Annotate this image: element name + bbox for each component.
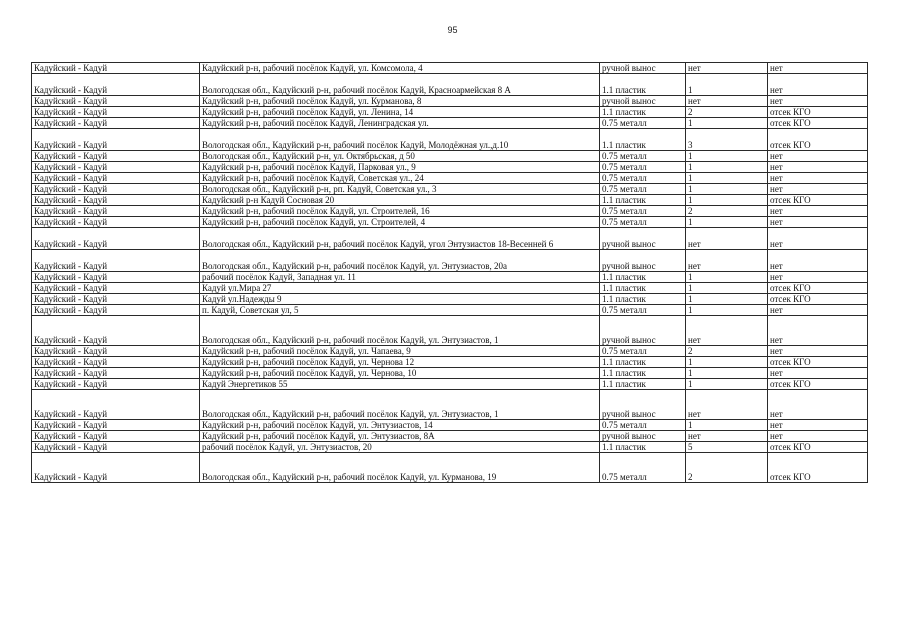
count-cell: 1 [686, 173, 768, 184]
table-body [32, 63, 868, 483]
kgo-cell: нет [768, 162, 868, 173]
container-cell: 0.75 металл [600, 305, 686, 316]
address-cell: Кадуйский р-н, рабочий посёлок Кадуй, Парковая ул., 9 [200, 162, 600, 173]
count-cell: 1 [686, 357, 768, 368]
table-row [32, 107, 868, 118]
district-cell: Кадуйский - Кадуй [32, 151, 200, 162]
count-cell: 1 [686, 272, 768, 283]
count-cell: нет [686, 390, 768, 420]
container-cell: 0.75 металл [600, 162, 686, 173]
count-cell: 2 [686, 453, 768, 483]
table-row [32, 195, 868, 206]
district-cell: Кадуйский - Кадуй [32, 195, 200, 206]
table-row [32, 129, 868, 151]
container-cell: 1.1 пластик [600, 107, 686, 118]
district-cell: Кадуйский - Кадуй [32, 379, 200, 390]
count-cell: нет [686, 96, 768, 107]
address-cell: Кадуйский р-н, рабочий посёлок Кадуй, ул. Энтузиастов, 8А [200, 431, 600, 442]
table-row [32, 162, 868, 173]
table-row [32, 272, 868, 283]
count-cell: 1 [686, 305, 768, 316]
container-cell: 0.75 металл [600, 453, 686, 483]
container-cell: 1.1 пластик [600, 379, 686, 390]
kgo-cell: нет [768, 228, 868, 250]
table-row [32, 217, 868, 228]
district-cell: Кадуйский - Кадуй [32, 283, 200, 294]
district-cell: Кадуйский - Кадуй [32, 206, 200, 217]
table-row [32, 206, 868, 217]
address-cell: Кадуй Энергетиков 55 [200, 379, 600, 390]
table-row [32, 228, 868, 250]
address-cell: Кадуйский р-н, рабочий посёлок Кадуй, Советская ул., 24 [200, 173, 600, 184]
count-cell: нет [686, 250, 768, 272]
kgo-cell: отсек КГО [768, 195, 868, 206]
count-cell: 3 [686, 129, 768, 151]
district-cell: Кадуйский - Кадуй [32, 250, 200, 272]
address-cell: Вологодская обл., Кадуйский р-н, рабочий посёлок Кадуй, угол Энтузиастов 18-Весенней 6 [200, 228, 600, 250]
kgo-cell: нет [768, 305, 868, 316]
address-cell: Кадуйский р-н, рабочий посёлок Кадуй, ул. Энтузиастов, 14 [200, 420, 600, 431]
count-cell: 5 [686, 442, 768, 453]
address-cell: рабочий посёлок Кадуй, Западная ул. 11 [200, 272, 600, 283]
address-cell: рабочий посёлок Кадуй, ул. Энтузиастов, 20 [200, 442, 600, 453]
kgo-cell: нет [768, 316, 868, 346]
address-cell: Кадуйский р-н, рабочий посёлок Кадуй, ул. Чернова 12 [200, 357, 600, 368]
district-cell: Кадуйский - Кадуй [32, 228, 200, 250]
table-row [32, 250, 868, 272]
district-cell: Кадуйский - Кадуй [32, 173, 200, 184]
district-cell: Кадуйский - Кадуй [32, 129, 200, 151]
container-cell: 0.75 металл [600, 173, 686, 184]
container-cell: ручной вынос [600, 96, 686, 107]
address-cell: Кадуйский р-н, рабочий посёлок Кадуй, ул. Строителей, 16 [200, 206, 600, 217]
table-row [32, 294, 868, 305]
count-cell: 1 [686, 368, 768, 379]
kgo-cell: отсек КГО [768, 129, 868, 151]
table-row [32, 173, 868, 184]
table-row [32, 431, 868, 442]
district-cell: Кадуйский - Кадуй [32, 96, 200, 107]
page-number: 95 [447, 25, 458, 35]
container-cell: ручной вынос [600, 390, 686, 420]
kgo-cell: нет [768, 390, 868, 420]
container-cell: 0.75 металл [600, 184, 686, 195]
table-row [32, 390, 868, 420]
district-cell: Кадуйский - Кадуй [32, 63, 200, 74]
address-cell: Вологодская обл., Кадуйский р-н, рабочий посёлок Кадуй, ул. Энтузиастов, 1 [200, 390, 600, 420]
kgo-cell: отсек КГО [768, 283, 868, 294]
kgo-cell: нет [768, 420, 868, 431]
kgo-cell: отсек КГО [768, 442, 868, 453]
table-row [32, 283, 868, 294]
kgo-cell: отсек КГО [768, 118, 868, 129]
address-cell: Кадуйский р-н, рабочий посёлок Кадуй, ул. Ленина, 14 [200, 107, 600, 118]
kgo-cell: отсек КГО [768, 379, 868, 390]
address-cell: Вологодская обл., Кадуйский р-н, рп. Кадуй, Советская ул., 3 [200, 184, 600, 195]
container-cell: 1.1 пластик [600, 129, 686, 151]
container-sites-table [31, 62, 868, 483]
container-cell: 1.1 пластик [600, 294, 686, 305]
table-row [32, 316, 868, 346]
table-row [32, 118, 868, 129]
count-cell: 1 [686, 118, 768, 129]
kgo-cell: нет [768, 431, 868, 442]
count-cell: нет [686, 316, 768, 346]
district-cell: Кадуйский - Кадуй [32, 453, 200, 483]
address-cell: Кадуйский р-н, рабочий посёлок Кадуй, Ленинградская ул. [200, 118, 600, 129]
count-cell: нет [686, 228, 768, 250]
district-cell: Кадуйский - Кадуй [32, 420, 200, 431]
count-cell: 1 [686, 184, 768, 195]
address-cell: Кадуйский р-н, рабочий посёлок Кадуй, ул. Чернова, 10 [200, 368, 600, 379]
count-cell: нет [686, 63, 768, 74]
district-cell: Кадуйский - Кадуй [32, 442, 200, 453]
count-cell: 1 [686, 195, 768, 206]
address-cell: Кадуйский р-н, рабочий посёлок Кадуй, ул. Чапаева, 9 [200, 346, 600, 357]
district-cell: Кадуйский - Кадуй [32, 272, 200, 283]
kgo-cell: нет [768, 96, 868, 107]
table-row [32, 453, 868, 483]
container-cell: 0.75 металл [600, 118, 686, 129]
table-row [32, 305, 868, 316]
count-cell: 1 [686, 74, 768, 96]
address-cell: Кадуй ул.Надежды 9 [200, 294, 600, 305]
table-row [32, 346, 868, 357]
district-cell: Кадуйский - Кадуй [32, 118, 200, 129]
count-cell: 1 [686, 420, 768, 431]
kgo-cell: нет [768, 346, 868, 357]
district-cell: Кадуйский - Кадуй [32, 305, 200, 316]
table-row [32, 74, 868, 96]
kgo-cell: нет [768, 206, 868, 217]
address-cell: Кадуйский р-н Кадуй Сосновая 20 [200, 195, 600, 206]
container-cell: 1.1 пластик [600, 74, 686, 96]
kgo-cell: нет [768, 368, 868, 379]
district-cell: Кадуйский - Кадуй [32, 162, 200, 173]
address-cell: Вологодская обл., Кадуйский р-н, рабочий посёлок Кадуй, ул. Энтузиастов, 1 [200, 316, 600, 346]
district-cell: Кадуйский - Кадуй [32, 74, 200, 96]
container-cell: 1.1 пластик [600, 442, 686, 453]
count-cell: нет [686, 431, 768, 442]
kgo-cell: отсек КГО [768, 294, 868, 305]
address-cell: Кадуй ул.Мира 27 [200, 283, 600, 294]
kgo-cell: нет [768, 151, 868, 162]
container-cell: ручной вынос [600, 228, 686, 250]
table-row [32, 184, 868, 195]
container-cell: 1.1 пластик [600, 368, 686, 379]
address-cell: Вологодская обл., Кадуйский р-н, рабочий посёлок Кадуй, Молодёжная ул.,д.10 [200, 129, 600, 151]
count-cell: 1 [686, 379, 768, 390]
kgo-cell: отсек КГО [768, 453, 868, 483]
district-cell: Кадуйский - Кадуй [32, 368, 200, 379]
address-cell: Кадуйский р-н, рабочий посёлок Кадуй, ул. Курманова, 8 [200, 96, 600, 107]
container-cell: ручной вынос [600, 431, 686, 442]
container-cell: 1.1 пластик [600, 195, 686, 206]
kgo-cell: нет [768, 173, 868, 184]
container-cell: ручной вынос [600, 316, 686, 346]
container-cell: 1.1 пластик [600, 357, 686, 368]
count-cell: 2 [686, 346, 768, 357]
container-cell: ручной вынос [600, 63, 686, 74]
count-cell: 2 [686, 107, 768, 118]
container-cell: 0.75 металл [600, 206, 686, 217]
count-cell: 1 [686, 151, 768, 162]
container-cell: 0.75 металл [600, 217, 686, 228]
table-row [32, 379, 868, 390]
district-cell: Кадуйский - Кадуй [32, 184, 200, 195]
container-cell: 0.75 металл [600, 346, 686, 357]
count-cell: 1 [686, 283, 768, 294]
district-cell: Кадуйский - Кадуй [32, 316, 200, 346]
kgo-cell: отсек КГО [768, 107, 868, 118]
kgo-cell: нет [768, 74, 868, 96]
kgo-cell: нет [768, 63, 868, 74]
address-cell: Вологодская обл., Кадуйский р-н, рабочий посёлок Кадуй, Красноармейская 8 А [200, 74, 600, 96]
table-row [32, 420, 868, 431]
count-cell: 1 [686, 162, 768, 173]
table-row [32, 96, 868, 107]
kgo-cell: отсек КГО [768, 357, 868, 368]
table-row [32, 357, 868, 368]
count-cell: 1 [686, 294, 768, 305]
container-cell: ручной вынос [600, 250, 686, 272]
container-cell: 1.1 пластик [600, 283, 686, 294]
district-cell: Кадуйский - Кадуй [32, 357, 200, 368]
table-row [32, 151, 868, 162]
kgo-cell: нет [768, 250, 868, 272]
kgo-cell: нет [768, 272, 868, 283]
count-cell: 2 [686, 206, 768, 217]
container-cell: 0.75 металл [600, 151, 686, 162]
district-cell: Кадуйский - Кадуй [32, 107, 200, 118]
address-cell: Вологодская обл., Кадуйский р-н, рабочий посёлок Кадуй, ул. Энтузиастов, 20а [200, 250, 600, 272]
address-cell: Кадуйский р-н, рабочий посёлок Кадуй, ул. Комсомола, 4 [200, 63, 600, 74]
district-cell: Кадуйский - Кадуй [32, 431, 200, 442]
kgo-cell: нет [768, 184, 868, 195]
table-row [32, 63, 868, 74]
table-row [32, 442, 868, 453]
district-cell: Кадуйский - Кадуй [32, 390, 200, 420]
address-cell: п. Кадуй, Советская ул, 5 [200, 305, 600, 316]
district-cell: Кадуйский - Кадуй [32, 294, 200, 305]
address-cell: Вологодская обл., Кадуйский р-н, ул. Октябрьская, д 50 [200, 151, 600, 162]
address-cell: Вологодская обл., Кадуйский р-н, рабочий посёлок Кадуй, ул. Курманова, 19 [200, 453, 600, 483]
count-cell: 1 [686, 217, 768, 228]
container-cell: 0.75 металл [600, 420, 686, 431]
address-cell: Кадуйский р-н, рабочий посёлок Кадуй, ул. Строителей, 4 [200, 217, 600, 228]
district-cell: Кадуйский - Кадуй [32, 217, 200, 228]
container-cell: 1.1 пластик [600, 272, 686, 283]
table-row [32, 368, 868, 379]
district-cell: Кадуйский - Кадуй [32, 346, 200, 357]
kgo-cell: нет [768, 217, 868, 228]
